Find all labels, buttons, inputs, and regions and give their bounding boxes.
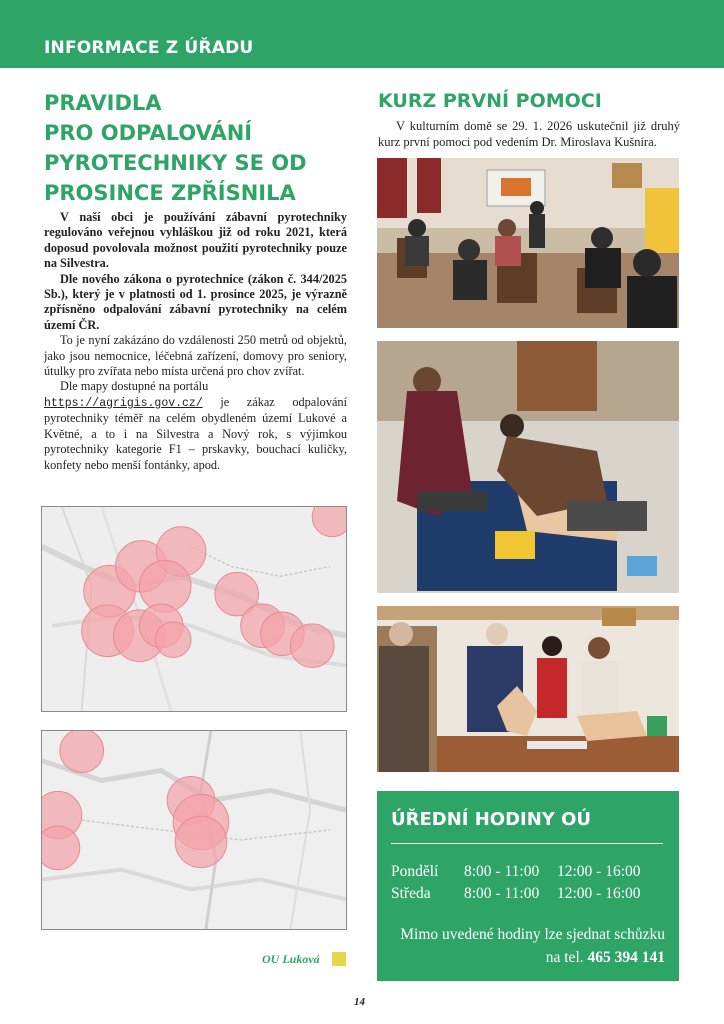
paragraph-4-rest: je zákaz odpalování pyrotechniky téměř na celém obydleném území Lukové a Květné, a to i na Silvestra a Nový rok, s výjimkou pyrotechniky kategorie F1 – prskavky, bouchací kuličky, konfety nebo menší fontánky, apod. [44, 394, 347, 472]
photo-image [377, 606, 679, 772]
restriction-map-kvetna [41, 730, 347, 930]
title-line: PRAVIDLA [44, 91, 162, 115]
hours-afternoon: 12:00 - 16:00 [557, 885, 641, 902]
restriction-map-lukova [41, 506, 347, 712]
office-hours-box [377, 791, 679, 981]
paragraph-4 [44, 395, 347, 473]
paragraph-4-intro: Dle mapy dostupné na portálu [60, 379, 209, 394]
divider [391, 843, 663, 844]
article-body-pyrotechnics [44, 210, 347, 473]
photo-cpr-practice [377, 341, 679, 593]
office-hours-title: ÚŘEDNÍ HODINY OÚ [391, 809, 592, 830]
agrigis-link[interactable]: https://agrigis.gov.cz/ [44, 396, 203, 410]
appointment-note [391, 923, 665, 969]
title-line: PYROTECHNIKY SE OD [44, 151, 307, 175]
article-intro-first-aid: V kulturním domě se 29. 1. 2026 uskutečnil již druhý kurz první pomoci pod vedením Dr. Miroslava Kušníra. [378, 119, 680, 149]
section-title: INFORMACE Z ÚŘADU [44, 38, 254, 58]
paragraph-1: V naší obci je používání zábavní pyrotechniky regulováno veřejnou vyhláškou již od roku 2021, která doposud povolovala možnost použití pyrotechniky pouze na Silvestra. [44, 210, 347, 271]
article-title-first-aid: KURZ PRVNÍ POMOCI [378, 90, 602, 112]
phone-number[interactable]: 465 394 141 [587, 949, 665, 966]
hours-morning: 8:00 - 11:00 [464, 885, 540, 902]
title-line: PRO ODPALOVÁNÍ [44, 121, 253, 145]
map-image [42, 507, 346, 711]
photo-image [377, 158, 679, 328]
title-line: PROSINCE ZPŘÍSNILA [44, 181, 296, 205]
signature: OU Luková [262, 952, 320, 966]
hours-morning: 8:00 - 11:00 [464, 863, 540, 880]
hours-day: Pondělí [391, 863, 439, 880]
photo-image [377, 341, 679, 593]
map-image [42, 731, 346, 929]
photo-participants-mannequins [377, 606, 679, 772]
hours-day: Středa [391, 885, 431, 902]
paragraph-3: To je nyní zakázáno do vzdálenosti 250 metrů od objektů, jako jsou nemocnice, léčebná zařízení, domovy pro seniory, útulky pro zvířata nebo místa určená pro chov zvířat. [44, 333, 347, 379]
photo-lecture-audience [377, 158, 679, 328]
appointment-text: Mimo uvedené hodiny lze sjednat schůzku na tel. [400, 926, 665, 966]
hours-afternoon: 12:00 - 16:00 [557, 863, 641, 880]
page-number: 14 [354, 996, 365, 1008]
paragraph-2: Dle nového zákona o pyrotechnice (zákon č. 344/2025 Sb.), který je v platnosti od 1. prosince 2025, je výrazně zpřísněno odpalování zábavní pyrotechniky na celém území ČR. [44, 271, 347, 332]
article-title-pyrotechnics [44, 88, 354, 208]
signature-square [332, 952, 346, 966]
